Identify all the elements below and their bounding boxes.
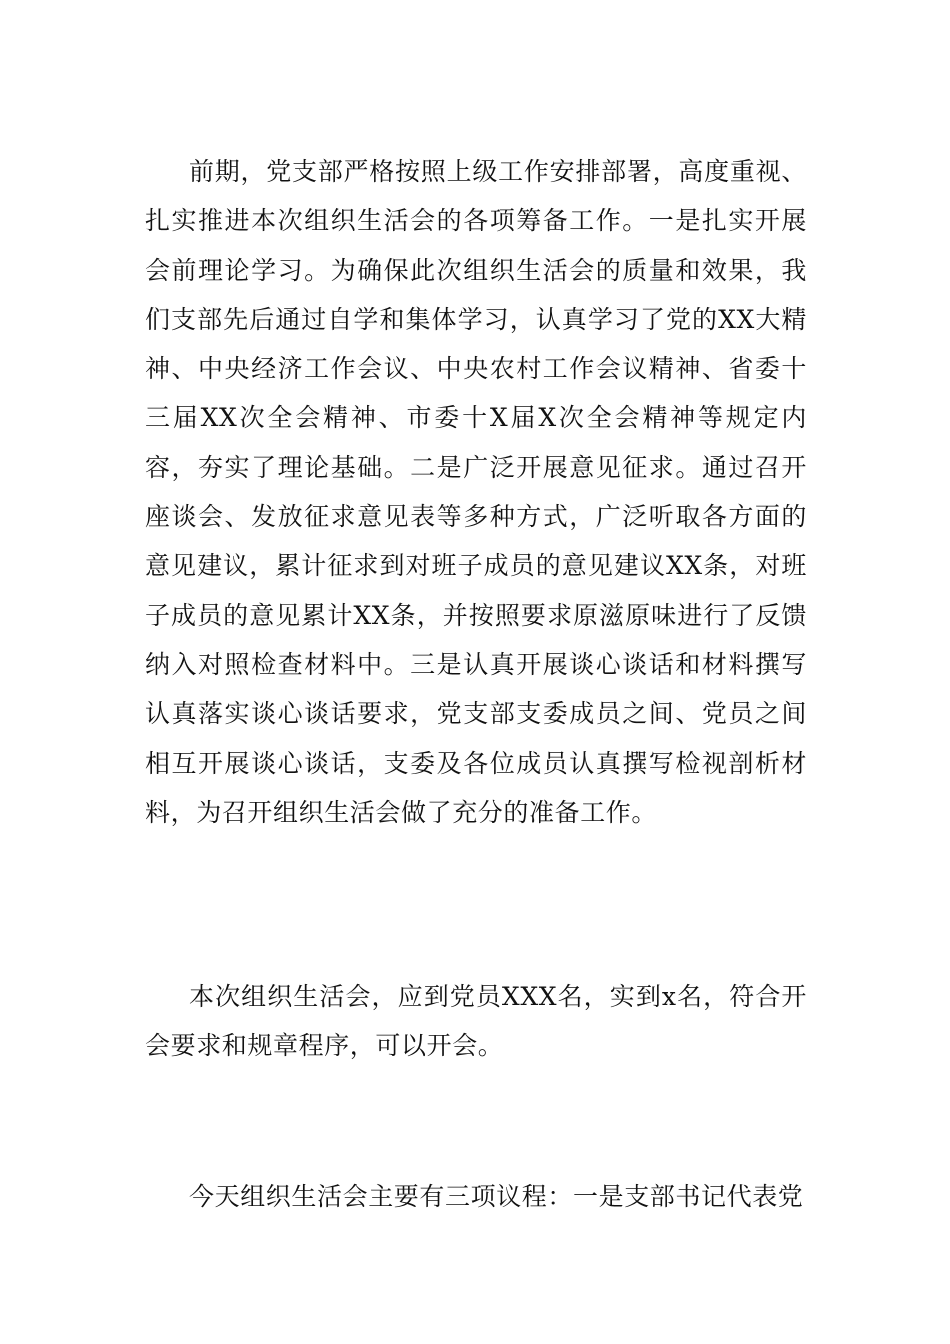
paragraph-agenda: 今天组织生活会主要有三项议程：一是支部书记代表党 [189, 1182, 804, 1211]
paragraph-preparation: 前期，党支部严格按照上级工作安排部署，高度重视、扎实推进本次组织生活会的各项筹备工作。一是扎实开展会前理论学习。为确保此次组织生活会的质量和效果，我们支部先后通过自学和集体学习，认真学习了党的XX大精神、中央经济工作会议、中央农村工作会议精神、省委十三届XX次全会精神、市委十X届X次全会精神等规定内容，夯实了理论基础。二是广泛开展意见征求。通过召开座谈会、发放征求意见表等多种方式，广泛听取各方面的意见建议，累计征求到对班子成员的意见建议XX条，对班子成员的意见累计XX条，并按照要求原滋原味进行了反馈纳入对照检查材料中。三是认真开展谈心谈话和材料撰写认真落实谈心谈话要求，党支部支委成员之间、党员之间相互开展谈心谈话，支委及各位成员认真撰写检视剖析材料，为召开组织生活会做了充分的准备工作。 [145, 157, 807, 827]
paragraph-attendance: 本次组织生活会，应到党员XXX名，实到x名，符合开会要求和规章程序，可以开会。 [145, 982, 807, 1061]
